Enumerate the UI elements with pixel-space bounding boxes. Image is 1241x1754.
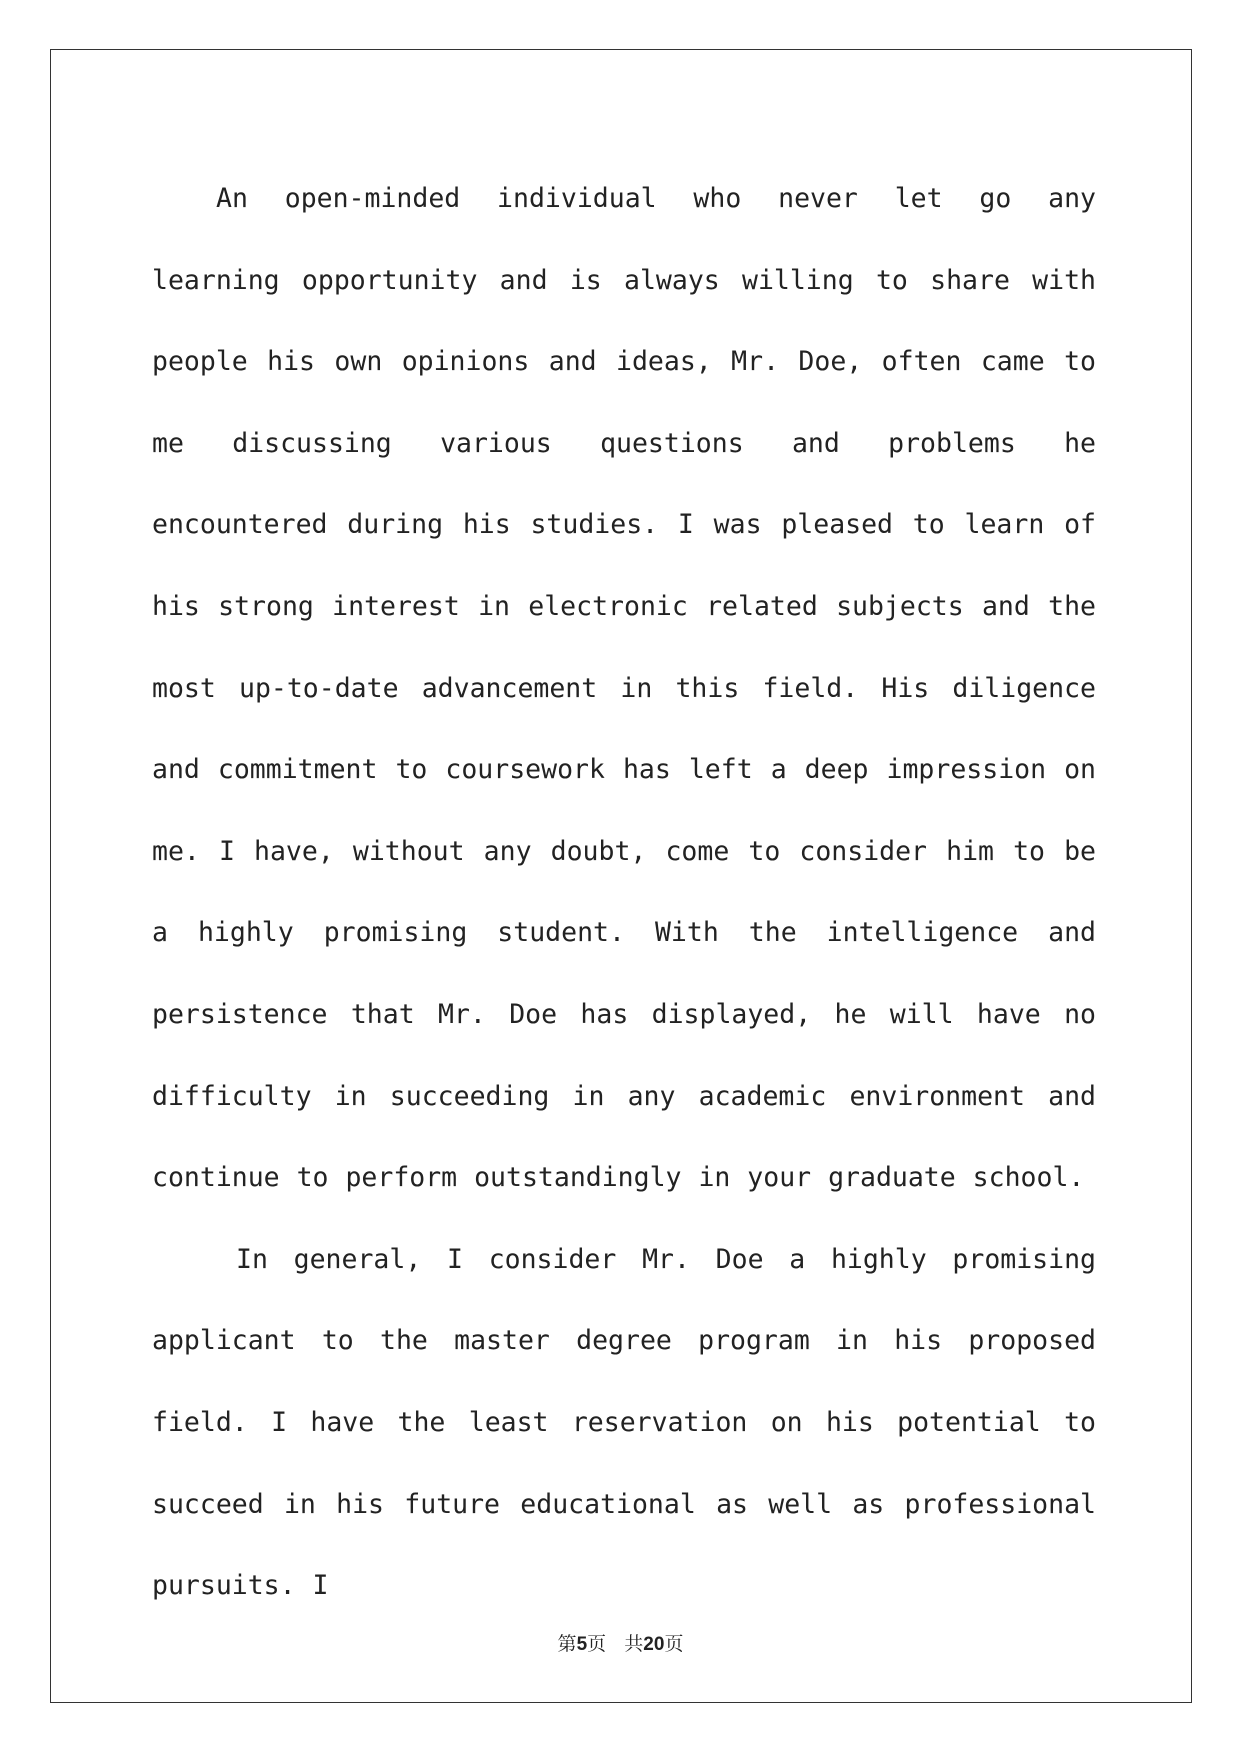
footer-page-label: 页 [587, 1633, 607, 1655]
page-number-footer [0, 1629, 1241, 1656]
document-body [152, 158, 1096, 1627]
total-page-count: 20 [643, 1634, 665, 1655]
paragraph-recommendation-1: An open-minded individual who never let go any learning opportunity and is always willing to share with people his own opinions and ideas, Mr. Doe, often came to me discussing various questions and problems he encountered during his studies. I was pleased to learn of his strong interest in electronic related subjects and the most up-to-date advancement in this field. His diligence and commitment to coursework has left a deep impression on me. I have, without any doubt, come to consider him to be a highly promising student. With the intelligence and persistence that Mr. Doe has displayed, he will have no difficulty in succeeding in any academic environment and continue to perform outstandingly in your graduate school. [152, 183, 1096, 1194]
footer-prefix: 第 [557, 1633, 577, 1655]
footer-total-prefix: 共 [624, 1633, 644, 1655]
current-page-number: 5 [576, 1634, 588, 1655]
footer-total-suffix: 页 [664, 1633, 684, 1655]
paragraph-recommendation-2: In general, I consider Mr. Doe a highly promising applicant to the master degree program in his proposed field. I have the least reservation on his potential to succeed in his future educational as well as professional pursuits. I [152, 1243, 1096, 1602]
